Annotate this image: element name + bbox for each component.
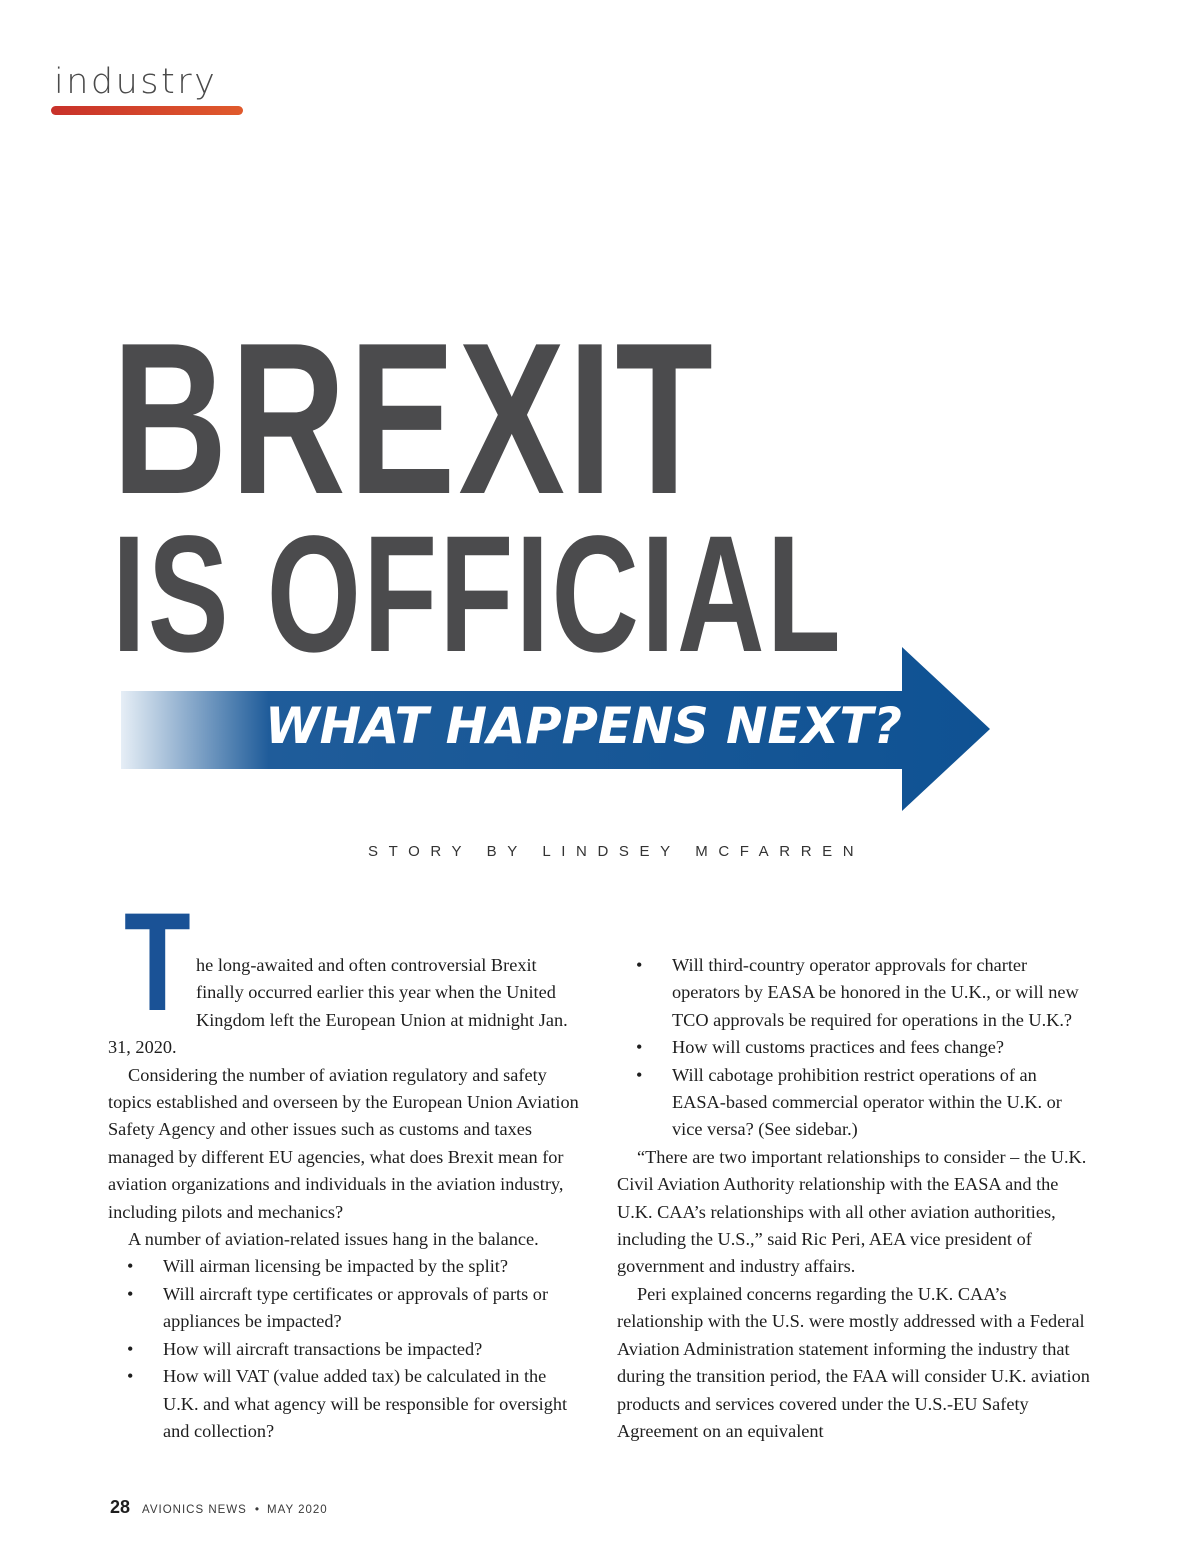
- section-label: industry: [54, 62, 218, 102]
- list-item: • How will aircraft transactions be impacted?: [108, 1336, 586, 1363]
- question-list: [617, 952, 1095, 1144]
- page-number: 28: [110, 1497, 131, 1517]
- list-item: • Will airman licensing be impacted by the split?: [108, 1253, 586, 1280]
- paragraph: A number of aviation-related issues hang in the balance.: [128, 1229, 539, 1250]
- article-column-right: [617, 952, 1095, 1445]
- article-column-left: [108, 883, 586, 1445]
- publication-name: AVIONICS NEWS: [142, 1504, 247, 1516]
- issue-date: MAY 2020: [267, 1504, 328, 1516]
- intro-paragraph: [108, 883, 586, 1062]
- list-item: • How will customs practices and fees change?: [617, 1034, 1095, 1061]
- paragraph: Peri explained concerns regarding the U.K. CAA’s relationship with the U.S. were mostly addressed with a Federal Aviation Administration statement informing the industry that during the transition period, the FAA will consider U.K. aviation products and services covered under the U.S.-EU Safety Agreement on an equivalent: [617, 1283, 1090, 1441]
- question-list: [108, 1253, 586, 1445]
- drop-cap: T: [124, 883, 191, 1040]
- list-item: • Will aircraft type certificates or approvals of parts or appliances be impacted?: [108, 1281, 586, 1336]
- intro-text: he long-awaited and often controversial Brexit finally occurred earlier this year when the United Kingdom left the European Union at midnight Jan. 31, 2020.: [108, 955, 568, 1058]
- headline-line-2: IS OFFICIAL: [112, 502, 843, 687]
- page-footer: [110, 1497, 328, 1518]
- paragraph: Considering the number of aviation regulatory and safety topics established and overseen by the European Union Aviation Safety Agency and other issues such as customs and taxes managed by different EU agencies, what does Brexit mean for aviation organizations and individuals in the aviation industry, including pilots and mechanics?: [108, 1064, 579, 1222]
- list-item: • Will cabotage prohibition restrict operations of an EASA-based commercial operator within the U.K. or vice versa? (See sidebar.): [617, 1062, 1095, 1144]
- headline-line-1: BREXIT: [112, 297, 716, 539]
- section-rule: [51, 106, 243, 115]
- byline: STORY BY LINDSEY MCFARREN: [368, 843, 865, 860]
- list-item: • Will third-country operator approvals for charter operators by EASA be honored in the U.K., or will new TCO approvals be required for operations in the U.K.?: [617, 952, 1095, 1034]
- paragraph: “There are two important relationships to consider – the U.K. Civil Aviation Authority relationship with the EASA and the U.K. CAA’s relationships with all other aviation authorities, including the U.S.,” said Ric Peri, AEA vice president of government and industry affairs.: [617, 1146, 1087, 1277]
- bullet-separator: •: [254, 1502, 260, 1516]
- list-item: • How will VAT (value added tax) be calculated in the U.K. and what agency will be responsible for oversight and collection?: [108, 1363, 586, 1445]
- subhead: WHAT HAPPENS NEXT?: [265, 697, 902, 755]
